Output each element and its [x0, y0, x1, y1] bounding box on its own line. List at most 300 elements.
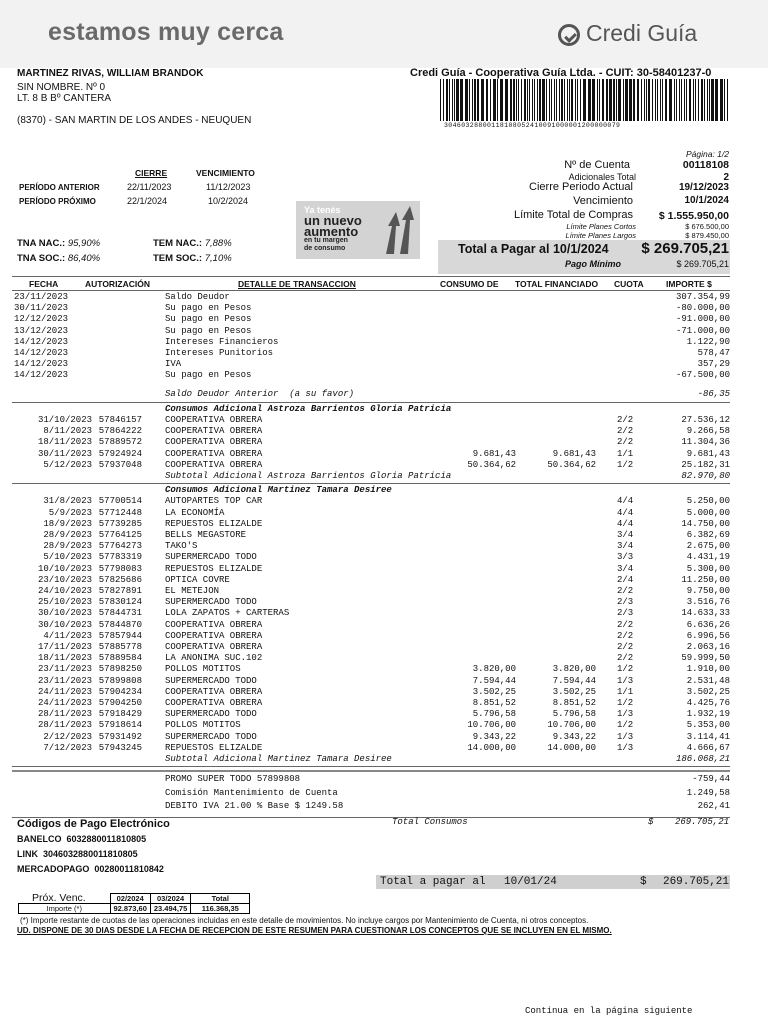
row-cuota: 1/3	[617, 731, 634, 742]
promo-line-3: aumento	[304, 224, 359, 239]
total-consumos-currency: $	[648, 817, 654, 827]
row-detalle: EL METEJON	[165, 586, 220, 596]
barcode-digits: 30460328800118108052410091000001200000079	[444, 122, 621, 129]
limite-total-label: Límite Total de Compras	[513, 209, 633, 221]
extra-detalle: DEBITO IVA 21.00 % Base $ 1249.58	[165, 801, 344, 812]
row-importe: 11.250,00	[681, 574, 730, 585]
extra-detalle: PROMO SUPER TODO 57899808	[165, 774, 301, 785]
row-fecha: 30/10/2023	[37, 608, 92, 619]
row-importe: 3.502,25	[686, 686, 730, 697]
notice: UD. DISPONE DE 30 DIAS DESDE LA FECHA DE RECEPCION DE ESTE RESUMEN PARA CUESTIONAR LOS CONCEPTOS QUE SE INCLUYEN EN EL MISMO.	[17, 926, 612, 935]
periodo-proximo-venc: 10/2/2024	[208, 196, 249, 206]
table-row	[0, 720, 768, 731]
row-detalle: COOPERATIVA OBRERA	[165, 642, 263, 652]
row-consumo: 3.502,25	[472, 686, 516, 697]
row-fecha: 23/11/2023	[37, 664, 92, 675]
tem-soc	[153, 253, 232, 264]
row-financiado: 9.343,22	[552, 731, 596, 742]
tna-soc-value: 86,40%	[67, 253, 101, 264]
link-value: 3046032880011810805	[43, 849, 138, 859]
table-row	[0, 698, 768, 709]
growth-arrows-icon	[382, 204, 416, 256]
row-importe: 1.122,90	[686, 336, 730, 347]
row-fecha: 30/10/2023	[37, 619, 92, 630]
row-fecha: 23/11/2023	[14, 292, 69, 302]
vencimiento-label: Vencimiento	[573, 195, 633, 207]
limite-cortos-value: $ 676.500,00	[685, 222, 729, 231]
row-financiado: 14.000,00	[547, 742, 596, 753]
total-pagar-label: Total a Pagar al 10/1/2024	[458, 242, 609, 256]
adicional2-title-text: Consumos Adicional Martinez Tamara Desiree	[165, 485, 392, 496]
row-fecha: 4/11/2023	[43, 630, 92, 641]
row-cuota: 1/2	[617, 698, 634, 708]
row-fecha: 18/9/2023	[43, 518, 92, 529]
pago-minimo-value: $ 269.705,21	[676, 259, 729, 269]
row-detalle: BELLS MEGASTORE	[165, 530, 247, 540]
total-pagar-bottom-date: 10/01/24	[504, 876, 557, 888]
banelco-value: 6032880011810805	[66, 834, 147, 844]
table-row	[0, 437, 768, 448]
row-consumo: 8.851,52	[472, 698, 516, 708]
table-row	[0, 664, 768, 675]
table-top-rule	[12, 276, 730, 277]
table-row	[0, 743, 768, 754]
row-importe: 9.750,00	[686, 586, 730, 596]
vencimiento-value: 10/1/2024	[684, 195, 729, 206]
link-code	[17, 849, 138, 859]
row-fecha: 8/11/2023	[43, 426, 92, 437]
mercadopago-code	[17, 864, 164, 874]
prox-venc-v1: 92.873,60	[110, 904, 150, 914]
row-importe: -80.000,00	[675, 303, 730, 314]
row-fecha: 31/10/2023	[37, 415, 92, 425]
saldo-anterior-importe: -86,35	[697, 388, 730, 399]
row-fecha: 30/11/2023	[37, 448, 92, 459]
row-detalle: COOPERATIVA OBRERA	[165, 619, 263, 630]
row-cuota: 3/3	[617, 552, 634, 563]
row-autorizacion: 57857944	[98, 630, 142, 641]
row-autorizacion: 57844731	[98, 608, 142, 619]
row-autorizacion: 57943245	[98, 742, 142, 753]
row-fecha: 24/11/2023	[37, 686, 92, 697]
row-importe: -67.500,00	[675, 370, 730, 381]
row-cuota: 2/2	[617, 630, 634, 641]
row-cuota: 1/3	[617, 709, 634, 720]
row-importe: 6.382,69	[686, 530, 730, 540]
row-importe: 4.425,76	[686, 698, 730, 708]
adicionales-label: Adicionales Total	[568, 172, 636, 182]
row-importe: 27.536,12	[681, 415, 730, 425]
row-fecha: 28/9/2023	[43, 530, 92, 540]
table-row	[0, 326, 768, 337]
row-detalle: Saldo Deudor	[165, 292, 230, 302]
row-detalle: POLLOS MOTITOS	[165, 720, 241, 731]
page-number: Página: 1/2	[685, 149, 729, 159]
client-address-2: LT. 8 B Bº CANTERA	[17, 93, 112, 104]
header-bottom-rule	[12, 290, 730, 291]
row-fecha: 28/11/2023	[37, 709, 92, 720]
row-importe: 2.675,00	[686, 541, 730, 552]
row-detalle: IVA	[165, 359, 182, 370]
row-fecha: 14/12/2023	[14, 348, 69, 358]
table-row	[0, 314, 768, 325]
row-autorizacion: 57937048	[98, 459, 142, 470]
row-importe: 2.531,48	[686, 675, 730, 686]
row-consumo: 5.796,58	[472, 709, 516, 720]
cierre-header: CIERRE	[135, 168, 168, 178]
table-row	[0, 359, 768, 370]
client-name: MARTINEZ RIVAS, WILLIAM BRANDOK	[17, 68, 204, 79]
adicional2-subtotal	[0, 754, 768, 765]
row-importe: 6.996,56	[686, 630, 730, 641]
row-financiado: 50.364,62	[547, 459, 596, 470]
row-financiado: 10.706,00	[547, 720, 596, 731]
row-consumo: 10.706,00	[467, 720, 516, 731]
row-detalle: COOPERATIVA OBRERA	[165, 415, 263, 425]
section-rule	[12, 483, 730, 484]
total-pagar-bottom-label: Total a pagar al	[380, 876, 486, 888]
row-importe: 11.304,36	[681, 437, 730, 448]
row-consumo: 3.820,00	[472, 664, 516, 675]
brand-check-icon	[558, 24, 580, 46]
pago-minimo-label: Pago Mínimo	[565, 259, 621, 269]
row-detalle: SUPERMERCADO TODO	[165, 675, 257, 686]
row-importe: -71.000,00	[675, 325, 730, 336]
row-fecha: 24/10/2023	[37, 586, 92, 596]
total-pagar-value: $ 269.705,21	[641, 240, 729, 257]
row-cuota: 3/4	[617, 530, 634, 540]
client-address-1: SIN NOMBRE. Nº 0	[17, 82, 106, 93]
row-fecha: 24/11/2023	[37, 698, 92, 708]
row-autorizacion: 57924924	[98, 448, 142, 459]
row-importe: 14.750,00	[681, 518, 730, 529]
row-financiado: 7.594,44	[552, 675, 596, 686]
row-consumo: 9.343,22	[472, 731, 516, 742]
row-consumo: 50.364,62	[467, 459, 516, 470]
table-row	[0, 415, 768, 426]
row-fecha: 30/11/2023	[14, 303, 69, 314]
row-financiado: 8.851,52	[552, 698, 596, 708]
prox-venc-h2: 03/2024	[150, 894, 190, 904]
extra-detalle: Comisión Mantenimiento de Cuenta	[165, 787, 338, 798]
row-fecha: 23/11/2023	[37, 675, 92, 686]
row-cuota: 4/4	[617, 518, 634, 529]
row-autorizacion: 57764273	[98, 541, 142, 552]
col-detalle: DETALLE DE TRANSACCION	[238, 279, 356, 289]
table-row	[0, 631, 768, 642]
periodo-anterior-label: PERÍODO ANTERIOR	[19, 183, 100, 192]
row-consumo: 9.681,43	[472, 448, 516, 459]
row-fecha: 5/9/2023	[48, 507, 92, 518]
tna-nac-value: 95,90%	[67, 238, 101, 249]
row-cuota: 2/2	[617, 642, 634, 652]
adicional1-subtotal	[0, 471, 768, 482]
table-row	[0, 292, 768, 303]
row-detalle: REPUESTOS ELIZALDE	[165, 742, 263, 753]
row-fecha: 7/12/2023	[43, 742, 92, 753]
col-importe: IMPORTE $	[666, 279, 712, 289]
row-importe: 6.636,26	[686, 619, 730, 630]
table-row	[0, 709, 768, 720]
row-autorizacion: 57918614	[98, 720, 142, 731]
row-autorizacion: 57885778	[98, 642, 142, 652]
row-importe: 357,29	[697, 359, 730, 370]
row-detalle: LA ECONOMÍA	[165, 507, 225, 518]
periodo-anterior-cierre: 22/11/2023	[127, 182, 172, 192]
row-detalle: SUPERMERCADO TODO	[165, 552, 257, 563]
row-detalle: COOPERATIVA OBRERA	[165, 459, 263, 470]
promo-line-4: en tu margen	[304, 237, 348, 244]
table-row	[0, 460, 768, 471]
tna-soc	[17, 253, 100, 264]
prox-venc-v2: 23.494,75	[150, 904, 190, 914]
row-fecha: 28/11/2023	[37, 720, 92, 731]
row-importe: 4.666,67	[686, 742, 730, 753]
row-importe: 1.910,00	[686, 664, 730, 675]
row-detalle: SUPERMERCADO TODO	[165, 731, 257, 742]
row-fecha: 14/12/2023	[14, 359, 69, 370]
col-consumo: CONSUMO DE	[440, 279, 499, 289]
row-importe: 5.000,00	[686, 507, 730, 518]
row-financiado: 9.681,43	[552, 448, 596, 459]
table-row	[0, 676, 768, 687]
row-importe: 14.633,33	[681, 608, 730, 619]
row-detalle: LOLA ZAPATOS + CARTERAS	[165, 608, 290, 619]
client-city: (8370) - SAN MARTIN DE LOS ANDES - NEUQUEN	[17, 115, 252, 126]
row-cuota: 4/4	[617, 496, 634, 507]
tna-soc-label: TNA SOC.:	[17, 253, 66, 264]
row-detalle: OPTICA COVRE	[165, 574, 230, 585]
table-row	[0, 508, 768, 519]
row-fecha: 31/8/2023	[43, 496, 92, 507]
row-detalle: COOPERATIVA OBRERA	[165, 426, 263, 437]
row-autorizacion: 57712448	[98, 507, 142, 518]
row-autorizacion: 57904234	[98, 686, 142, 697]
limite-largos-value: $ 879.450,00	[685, 231, 729, 240]
adicional1-title-text: Consumos Adicional Astroza Barrientos Gloria Patricia	[165, 403, 452, 414]
row-cuota: 3/4	[617, 541, 634, 552]
row-importe: 307.354,99	[675, 292, 730, 302]
tem-soc-value: 7,10%	[204, 253, 232, 264]
promo-line-1: Ya tenés	[304, 205, 341, 215]
table-row	[0, 653, 768, 664]
row-cuota: 2/3	[617, 597, 634, 608]
section-rule	[12, 766, 730, 767]
table-row	[0, 541, 768, 552]
table-row	[0, 642, 768, 653]
row-importe: 1.932,19	[686, 709, 730, 720]
row-autorizacion: 57739285	[98, 518, 142, 529]
row-importe: 5.353,00	[686, 720, 730, 731]
row-cuota: 1/3	[617, 675, 634, 686]
col-cuota: CUOTA	[614, 279, 644, 289]
barcode	[440, 79, 730, 121]
col-autorizacion: AUTORIZACIÓN	[85, 279, 151, 289]
row-cuota: 2/3	[617, 608, 634, 619]
periodo-proximo-cierre: 22/1/2024	[127, 196, 168, 206]
limite-total-value: $ 1.555.950,00	[658, 210, 729, 222]
row-autorizacion: 57904250	[98, 698, 142, 708]
tna-nac	[17, 238, 100, 249]
row-importe: 9.681,43	[686, 448, 730, 459]
row-autorizacion: 57918429	[98, 709, 142, 720]
row-cuota: 2/2	[617, 437, 634, 448]
row-autorizacion: 57864222	[98, 426, 142, 437]
row-importe: 2.063,16	[686, 642, 730, 652]
tem-nac	[153, 238, 232, 249]
row-importe: 5.300,00	[686, 563, 730, 574]
brand-logo	[558, 20, 697, 47]
table-row	[0, 337, 768, 348]
row-autorizacion: 57898250	[98, 664, 142, 675]
issuer-line: Credi Guía - Cooperativa Guía Ltda. - CUIT: 30-58401237-0	[410, 67, 712, 79]
row-detalle: Intereses Financieros	[165, 336, 279, 347]
tem-nac-label: TEM NAC.:	[153, 238, 203, 249]
adicionales-value: 2	[723, 172, 729, 183]
row-autorizacion: 57825686	[98, 574, 142, 585]
row-detalle: Su pago en Pesos	[165, 370, 252, 381]
table-row	[0, 370, 768, 381]
row-detalle: Su pago en Pesos	[165, 303, 252, 314]
row-fecha: 18/11/2023	[37, 437, 92, 448]
row-fecha: 5/10/2023	[43, 552, 92, 563]
row-importe: 3.516,76	[686, 597, 730, 608]
adicional2-title	[0, 485, 768, 496]
row-fecha: 14/12/2023	[14, 370, 69, 381]
adicional2-subtotal-value: 186.068,21	[675, 754, 730, 764]
periodo-anterior-venc: 11/12/2023	[206, 182, 251, 192]
row-fecha: 13/12/2023	[14, 325, 69, 336]
extra-row	[0, 801, 768, 812]
row-autorizacion: 57889572	[98, 437, 142, 448]
extra-row	[0, 788, 768, 799]
row-fecha: 18/11/2023	[37, 653, 92, 664]
row-detalle: SUPERMERCADO TODO	[165, 597, 257, 608]
row-autorizacion: 57844870	[98, 619, 142, 630]
table-row	[0, 348, 768, 359]
row-detalle: LA ANONIMA SUC.102	[165, 653, 263, 664]
row-autorizacion: 57846157	[98, 415, 142, 425]
table-row	[0, 303, 768, 314]
table-row	[0, 449, 768, 460]
row-detalle: REPUESTOS ELIZALDE	[165, 563, 263, 574]
tna-nac-label: TNA NAC.:	[17, 238, 66, 249]
row-fecha: 14/12/2023	[14, 336, 69, 347]
section-rule	[12, 402, 730, 403]
col-fecha: FECHA	[29, 279, 59, 289]
row-fecha: 28/9/2023	[43, 541, 92, 552]
row-autorizacion: 57899808	[98, 675, 142, 686]
row-autorizacion: 57931492	[98, 731, 142, 742]
row-cuota: 2/2	[617, 653, 634, 664]
saldo-anterior-row	[0, 389, 768, 400]
row-importe: 5.250,00	[686, 496, 730, 507]
row-detalle: Su pago en Pesos	[165, 314, 252, 325]
extra-importe: 1.249,58	[686, 787, 730, 798]
row-detalle: POLLOS MOTITOS	[165, 664, 241, 675]
row-detalle: Su pago en Pesos	[165, 325, 252, 336]
row-importe: 59.999,50	[681, 653, 730, 664]
row-cuota: 1/3	[617, 742, 634, 753]
total-pagar-bottom-currency: $	[640, 876, 647, 888]
row-importe: 25.182,31	[681, 459, 730, 470]
prox-venc-row-label: Importe (*)	[19, 904, 111, 914]
row-autorizacion: 57798083	[98, 563, 142, 574]
row-detalle: TAKO'S	[165, 541, 198, 552]
row-financiado: 3.820,00	[552, 664, 596, 675]
row-cuota: 2/4	[617, 574, 634, 585]
table-row	[0, 597, 768, 608]
row-detalle: REPUESTOS ELIZALDE	[165, 518, 263, 529]
promo-line-5: de consumo	[304, 245, 346, 252]
row-fecha: 5/12/2023	[43, 459, 92, 470]
row-cuota: 2/2	[617, 426, 634, 437]
table-row	[0, 732, 768, 743]
promo-text	[304, 205, 362, 253]
extra-row	[0, 774, 768, 785]
row-detalle: COOPERATIVA OBRERA	[165, 437, 263, 448]
link-label: LINK	[17, 849, 38, 859]
col-financiado: TOTAL FINANCIADO	[515, 279, 599, 289]
row-cuota: 2/2	[617, 586, 634, 596]
row-autorizacion: 57827891	[98, 586, 142, 596]
row-autorizacion: 57764125	[98, 530, 142, 540]
table-row	[0, 530, 768, 541]
row-consumo: 14.000,00	[467, 742, 516, 753]
adicional1-title	[0, 404, 768, 415]
row-fecha: 17/11/2023	[37, 642, 92, 652]
row-detalle: Intereses Punitorios	[165, 348, 274, 358]
adicional2-subtotal-label: Subtotal Adicional Martinez Tamara Desiree	[165, 754, 392, 764]
row-autorizacion: 57830124	[98, 597, 142, 608]
row-cuota: 3/4	[617, 563, 634, 574]
saldo-anterior-label: Saldo Deudor Anterior (a su favor)	[165, 388, 355, 399]
payment-codes-title: Códigos de Pago Electrónico	[17, 818, 170, 830]
row-cuota: 1/2	[617, 459, 634, 470]
vencimiento-header: VENCIMIENTO	[196, 168, 255, 178]
table-row	[0, 496, 768, 507]
cierre-actual-value: 19/12/2023	[678, 182, 729, 193]
total-consumos-label: Total Consumos	[392, 817, 468, 827]
footnote: (*) Importe restante de cuotas de las operaciones incluidas en este detalle de movimientos. No incluye cargos por Mantenimiento de Cuenta, ni otros conceptos.	[20, 916, 589, 925]
row-fecha: 25/10/2023	[37, 597, 92, 608]
row-fecha: 23/10/2023	[37, 574, 92, 585]
row-fecha: 2/12/2023	[43, 731, 92, 742]
section-rule	[12, 770, 730, 772]
row-detalle: SUPERMERCADO TODO	[165, 709, 257, 720]
banelco-label: BANELCO	[17, 834, 62, 844]
row-cuota: 1/1	[617, 448, 634, 459]
limite-largos-label: Límite Planes Largos	[565, 231, 636, 240]
row-autorizacion: 57889584	[98, 653, 142, 664]
cierre-actual-label: Cierre Periodo Actual	[529, 181, 633, 193]
table-row	[0, 519, 768, 530]
row-cuota: 2/2	[617, 619, 634, 630]
row-cuota: 1/1	[617, 686, 634, 697]
prox-venc-v3: 116.368,35	[191, 904, 250, 914]
table-row	[0, 575, 768, 586]
row-cuota: 1/2	[617, 664, 634, 675]
row-importe: 3.114,41	[686, 731, 730, 742]
adicional1-subtotal-label: Subtotal Adicional Astroza Barrientos Gloria Patricia	[165, 471, 452, 481]
extra-importe: 262,41	[697, 801, 730, 812]
table-row	[0, 426, 768, 437]
table-row	[0, 552, 768, 563]
row-cuota: 2/2	[617, 415, 634, 425]
row-importe: 9.266,58	[686, 426, 730, 437]
row-detalle: COOPERATIVA OBRERA	[165, 686, 263, 697]
row-autorizacion: 57783319	[98, 552, 142, 563]
